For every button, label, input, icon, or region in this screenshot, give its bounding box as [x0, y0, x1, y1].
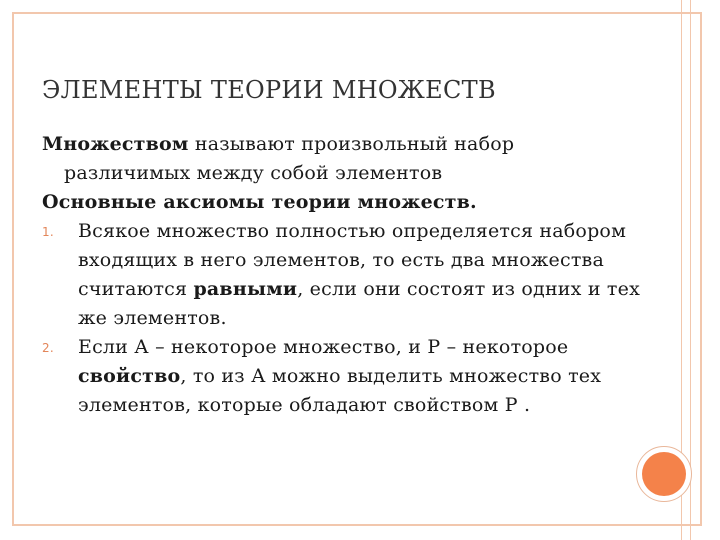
decorative-circle — [636, 446, 692, 502]
item-2-bold: свойство — [78, 365, 181, 387]
item-2-text-a: Если А – некоторое множество, и Р – некоторое — [78, 336, 569, 358]
item-1-text-b: , если они состоят из одних и тех же элементов. — [78, 278, 640, 329]
list-number-2: 2. — [42, 341, 54, 355]
axioms-heading: Основные аксиомы теории множеств. — [42, 191, 477, 213]
slide-body — [42, 130, 642, 420]
definition-text-line1: называют произвольный набор — [188, 133, 515, 155]
list-item-1 — [42, 217, 642, 333]
definition-text-line2: различимых между собой элементов — [64, 162, 443, 184]
item-2-text-b: , то из А можно выделить множество тех элементов, которые обладают свойством Р . — [78, 365, 602, 416]
item-1-text-a: Всякое множество полностью определяется набором входящих в него элементов, то есть два множества считаются — [78, 220, 627, 300]
definition-term: Множеством — [42, 133, 189, 155]
list-number-1: 1. — [42, 225, 54, 239]
circle-inner-fill — [642, 452, 686, 496]
slide-title: ЭЛЕМЕНТЫ ТЕОРИИ МНОЖЕСТВ — [42, 76, 496, 104]
list-item-2 — [42, 333, 642, 420]
item-1-bold: равными — [193, 278, 298, 300]
definition-paragraph — [42, 130, 642, 188]
